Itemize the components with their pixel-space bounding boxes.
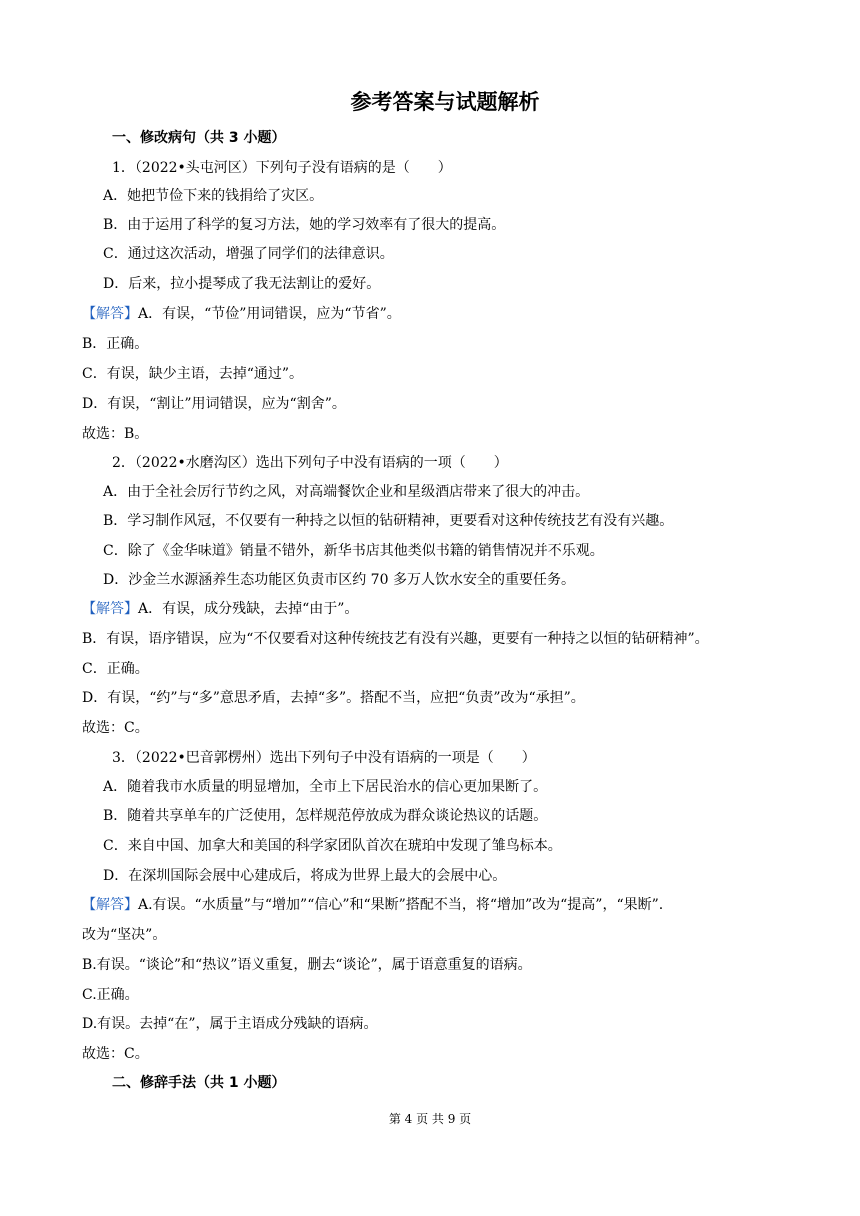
answer-line: 故选：C。 xyxy=(82,1046,149,1062)
option-b: B．随着共享单车的广泛使用，怎样规范停放成为群众谈论热议的话题。 xyxy=(103,808,548,824)
answer-line: D.有误。去掉“在”，属于主语成分残缺的语病。 xyxy=(82,1016,378,1032)
page-footer: 第 4 页 共 9 页 xyxy=(388,1112,472,1126)
page-title: 参考答案与试题解析 xyxy=(350,90,540,114)
answer-line: B.有误。“谈论”和“热议”语义重复，删去“谈论”，属于语意重复的语病。 xyxy=(82,957,532,973)
answer-text: A.有误。“水质量”与“增加”“信心”和“果断”搭配不当，将“增加”改为“提高”，“果断”. xyxy=(138,897,664,913)
answer-line: C.正确。 xyxy=(82,987,139,1003)
option-c: C．通过这次活动，增强了同学们的法律意识。 xyxy=(103,246,394,262)
option-a: A．随着我市水质量的明显增加，全市上下居民治水的信心更加果断了。 xyxy=(103,779,548,795)
option-d: D．在深圳国际会展中心建成后，将成为世界上最大的会展中心。 xyxy=(103,868,507,884)
answer-tag: 【解答】 xyxy=(82,601,138,617)
answer-tag: 【解答】 xyxy=(82,306,138,322)
answer-line: B．正确。 xyxy=(82,336,149,352)
answer-line: 改为“坚决”。 xyxy=(82,927,167,943)
answer-line: D．有误，“约”与“多”意思矛盾，去掉“多”。搭配不当，应把“负责”改为“承担”。 xyxy=(82,690,585,706)
option-a: A．由于全社会厉行节约之风，对高端餐饮企业和星级酒店带来了很大的冲击。 xyxy=(103,484,590,500)
answer-line: C．有误，缺少主语，去掉“通过”。 xyxy=(82,366,304,382)
section-heading: 二、修辞手法（共 1 小题） xyxy=(112,1075,286,1091)
answer-line: 故选：B。 xyxy=(82,426,149,442)
option-a: A．她把节俭下来的钱捐给了灾区。 xyxy=(103,188,324,204)
answer-text: A．有误，成分残缺，去掉“由于”。 xyxy=(138,601,359,617)
option-d: D．沙金兰水源涵养生态功能区负责市区约 70 多万人饮水安全的重要任务。 xyxy=(103,572,575,588)
answer-text: A．有误，“节俭”用词错误，应为“节省”。 xyxy=(138,306,401,322)
option-d: D．后来，拉小提琴成了我无法割让的爱好。 xyxy=(103,276,381,292)
option-c: C．来自中国、加拿大和美国的科学家团队首次在琥珀中发现了雏鸟标本。 xyxy=(103,838,562,854)
answer-line xyxy=(82,599,358,619)
question-stem: 1．（2022•头屯河区）下列句子没有语病的是（ ） xyxy=(112,160,452,176)
answer-line xyxy=(82,304,401,324)
answer-line: C．正确。 xyxy=(82,661,149,677)
answer-tag: 【解答】 xyxy=(82,897,138,913)
option-c: C．除了《金华味道》销量不错外，新华书店其他类似书籍的销售情况并不乐观。 xyxy=(103,543,604,559)
question-stem: 3．（2022•巴音郭楞州）选出下列句子中没有语病的一项是（ ） xyxy=(112,750,536,766)
answer-line: 故选：C。 xyxy=(82,720,149,736)
option-b: B．学习制作风冠，不仅要有一种持之以恒的钻研精神，更要看对这种传统技艺有没有兴趣。 xyxy=(103,513,674,529)
answer-line: B．有误，语序错误，应为“不仅要看对这种传统技艺有没有兴趣，更要有一种持之以恒的钻研精神”。 xyxy=(82,631,709,647)
question-stem: 2．（2022•水磨沟区）选出下列句子中没有语病的一项（ ） xyxy=(112,455,508,471)
option-b: B．由于运用了科学的复习方法，她的学习效率有了很大的提高。 xyxy=(103,217,506,233)
answer-line xyxy=(82,895,663,915)
answer-line: D．有误，“割让”用词错误，应为“割舍”。 xyxy=(82,396,346,412)
section-heading: 一、修改病句（共 3 小题） xyxy=(112,130,286,146)
